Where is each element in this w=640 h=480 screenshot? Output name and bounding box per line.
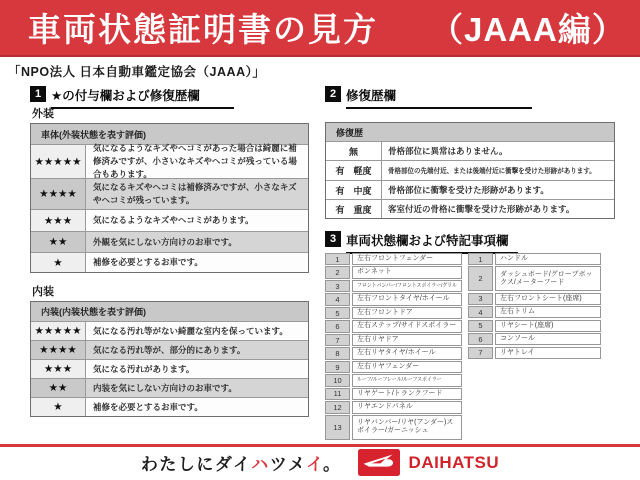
repair-row — [326, 160, 614, 180]
rating-description: 気になる汚れ等が、部分的にあります。 — [86, 341, 308, 359]
condition-item-row — [468, 333, 601, 345]
condition-item-row — [468, 266, 601, 291]
condition-item-row — [325, 307, 462, 319]
rating-description: 補修を必要とするお車です。 — [86, 398, 308, 416]
item-name: コンソール — [495, 333, 601, 345]
condition-item-row — [325, 415, 462, 440]
issuer-subtitle: 「NPO法人 日本自動車鑑定協会（JAAA）」 — [8, 65, 266, 79]
section-2-heading — [325, 86, 621, 104]
item-name: リヤバンパー/リヤ(アンダー)スポイラー/ガーニッシュ — [352, 415, 462, 440]
item-number: 7 — [468, 347, 493, 359]
item-name: 左右リヤタイヤ/ホイール — [352, 347, 462, 359]
exterior-parts-table — [325, 253, 462, 441]
section-2-number-badge: 2 — [325, 86, 341, 102]
daihatsu-slogan: わたしにダイハツメイ。 — [140, 455, 342, 474]
exterior-rating-row — [31, 178, 308, 209]
page-title: 車両状態証明書の見方 — [28, 11, 378, 48]
interior-rating-row — [31, 321, 308, 340]
interior-rating-row — [31, 340, 308, 359]
red-divider-line — [0, 444, 640, 447]
repair-table-header: 修復歴 — [326, 123, 614, 141]
repair-description: 骨格部位に衝撃を受けた形跡があります。 — [388, 185, 549, 195]
section-1-number-badge: 1 — [30, 86, 46, 102]
item-name: ルーフ/ルーフレール/ルーフスポイラー — [352, 374, 462, 386]
condition-item-row — [325, 361, 462, 373]
interior-label: 内装 — [32, 286, 54, 298]
item-name: ダッシュボード/グローブボックス/メーターフード — [495, 266, 601, 291]
star-rating: ★★★★★ — [31, 145, 86, 178]
item-name: リヤエンドパネル — [352, 401, 462, 413]
rating-description: 外観を気にしない方向けのお車です。 — [86, 232, 308, 252]
star-rating: ★ — [31, 253, 86, 272]
item-number: 2 — [325, 266, 350, 278]
item-name: 左右リヤドア — [352, 334, 462, 346]
exterior-rating-row — [31, 209, 308, 231]
star-rating: ★★★★ — [31, 179, 86, 209]
rating-description: 気になるキズやヘコミは補修済みですが、小さなキズやヘコミが残っています。 — [86, 179, 308, 209]
rating-description: 気になるようなキズやヘコミがあります。 — [86, 210, 308, 231]
interior-rating-row — [31, 397, 308, 416]
item-number: 8 — [325, 347, 350, 359]
item-name: フロントバンパー/フロントスポイラー/グリル — [352, 280, 462, 292]
exterior-rating-row — [31, 252, 308, 272]
daihatsu-brand — [358, 449, 500, 476]
item-number: 5 — [468, 320, 493, 332]
star-rating: ★★ — [31, 379, 86, 397]
exterior-rating-row — [31, 231, 308, 252]
condition-item-row — [468, 306, 601, 318]
right-column — [325, 86, 621, 441]
rating-description: 内装を気にしない方向けのお車です。 — [86, 379, 308, 397]
star-rating: ★★★ — [31, 360, 86, 378]
section-3-title: 車両状態欄および特記事項欄 — [346, 231, 518, 254]
item-name: ハンドル — [495, 253, 601, 265]
item-name: 左右トリム — [495, 306, 601, 318]
rating-description: 気になる汚れがあります。 — [86, 360, 308, 378]
item-name: 左右ステップ/サイドスポイラー — [352, 320, 462, 332]
interior-rating-row — [31, 378, 308, 397]
daihatsu-emblem-icon — [358, 449, 400, 476]
condition-item-row — [325, 266, 462, 278]
item-name: リヤシート(座席) — [495, 320, 601, 332]
condition-item-row — [325, 347, 462, 359]
repair-grade: 有 重度 — [326, 200, 382, 218]
repair-history-table — [325, 122, 615, 219]
condition-item-row — [325, 320, 462, 332]
section-1-heading — [30, 86, 315, 104]
item-number: 3 — [468, 293, 493, 305]
interior-rating-table — [30, 301, 309, 417]
condition-tables — [325, 253, 621, 441]
item-number: 1 — [325, 253, 350, 265]
item-name: 左右フロントドア — [352, 307, 462, 319]
footer — [0, 449, 640, 476]
interior-table-header: 内装(内装状態を表す評価) — [31, 302, 308, 321]
item-name: リヤトレイ — [495, 347, 601, 359]
interior-rating-row — [31, 359, 308, 378]
star-rating: ★★★★★ — [31, 322, 86, 340]
condition-item-row — [325, 388, 462, 400]
daihatsu-wordmark: DAIHATSU — [408, 452, 500, 472]
page-title-edition: （JAAA編） — [430, 11, 626, 48]
condition-item-row — [325, 334, 462, 346]
repair-description: 骨格部位の先端付近、または後端付近に衝撃を受けた形跡があります。 — [388, 167, 596, 175]
repair-grade: 無 — [326, 142, 382, 160]
condition-item-row — [468, 347, 601, 359]
item-number: 13 — [325, 415, 350, 440]
repair-grade: 有 中度 — [326, 181, 382, 199]
item-number: 10 — [325, 374, 350, 386]
repair-row — [326, 180, 614, 199]
item-number: 4 — [468, 306, 493, 318]
item-name: 左右リヤフェンダー — [352, 361, 462, 373]
item-number: 1 — [468, 253, 493, 265]
repair-row — [326, 199, 614, 218]
item-number: 7 — [325, 334, 350, 346]
repair-description: 客室付近の骨格に衝撃を受けた形跡があります。 — [388, 204, 575, 214]
section-2-title: 修復歴欄 — [346, 86, 532, 109]
item-number: 2 — [468, 266, 493, 291]
rating-description: 気になる汚れ等がない綺麗な室内を保っています。 — [86, 322, 308, 340]
exterior-rating-table — [30, 123, 309, 273]
condition-item-row — [468, 320, 601, 332]
section-1-title: ★の付与欄および修復歴欄 — [51, 86, 234, 109]
condition-item-row — [468, 253, 601, 265]
item-name: リヤゲート/トランクフード — [352, 388, 462, 400]
repair-grade: 有 軽度 — [326, 161, 382, 180]
top-banner — [0, 0, 640, 57]
item-number: 4 — [325, 293, 350, 305]
item-number: 9 — [325, 361, 350, 373]
star-rating: ★★★★ — [31, 341, 86, 359]
interior-parts-table — [468, 253, 601, 441]
section-3-heading — [325, 231, 621, 249]
item-name: 左右フロントフェンダー — [352, 253, 462, 265]
item-number: 6 — [325, 320, 350, 332]
item-number: 11 — [325, 388, 350, 400]
condition-item-row — [468, 293, 601, 305]
exterior-table-header: 車体(外装状態を表す評価) — [31, 124, 308, 144]
left-column — [30, 86, 315, 417]
section-3-number-badge: 3 — [325, 231, 341, 247]
item-number: 12 — [325, 401, 350, 413]
item-name: 左右フロントタイヤ/ホイール — [352, 293, 462, 305]
star-rating: ★★ — [31, 232, 86, 252]
item-name: 左右フロントシート(座席) — [495, 293, 601, 305]
condition-item-row — [325, 293, 462, 305]
item-number: 3 — [325, 280, 350, 292]
rating-description: 補修を必要とするお車です。 — [86, 253, 308, 272]
star-rating: ★ — [31, 398, 86, 416]
item-number: 6 — [468, 333, 493, 345]
condition-item-row — [325, 280, 462, 292]
item-number: 5 — [325, 307, 350, 319]
rating-description: 気になるようなキズやヘコミがあった場合は綺麗に補修済みですが、小さいなキズやヘコミが残っている場合もあります。 — [86, 145, 308, 178]
exterior-rating-row — [31, 144, 308, 178]
condition-item-row — [325, 253, 462, 265]
condition-item-row — [325, 401, 462, 413]
repair-description: 骨格部位に異常はありません。 — [388, 146, 508, 156]
star-rating: ★★★ — [31, 210, 86, 231]
exterior-label: 外装 — [32, 108, 54, 120]
item-name: ボンネット — [352, 266, 462, 278]
repair-row — [326, 141, 614, 160]
condition-item-row — [325, 374, 462, 386]
